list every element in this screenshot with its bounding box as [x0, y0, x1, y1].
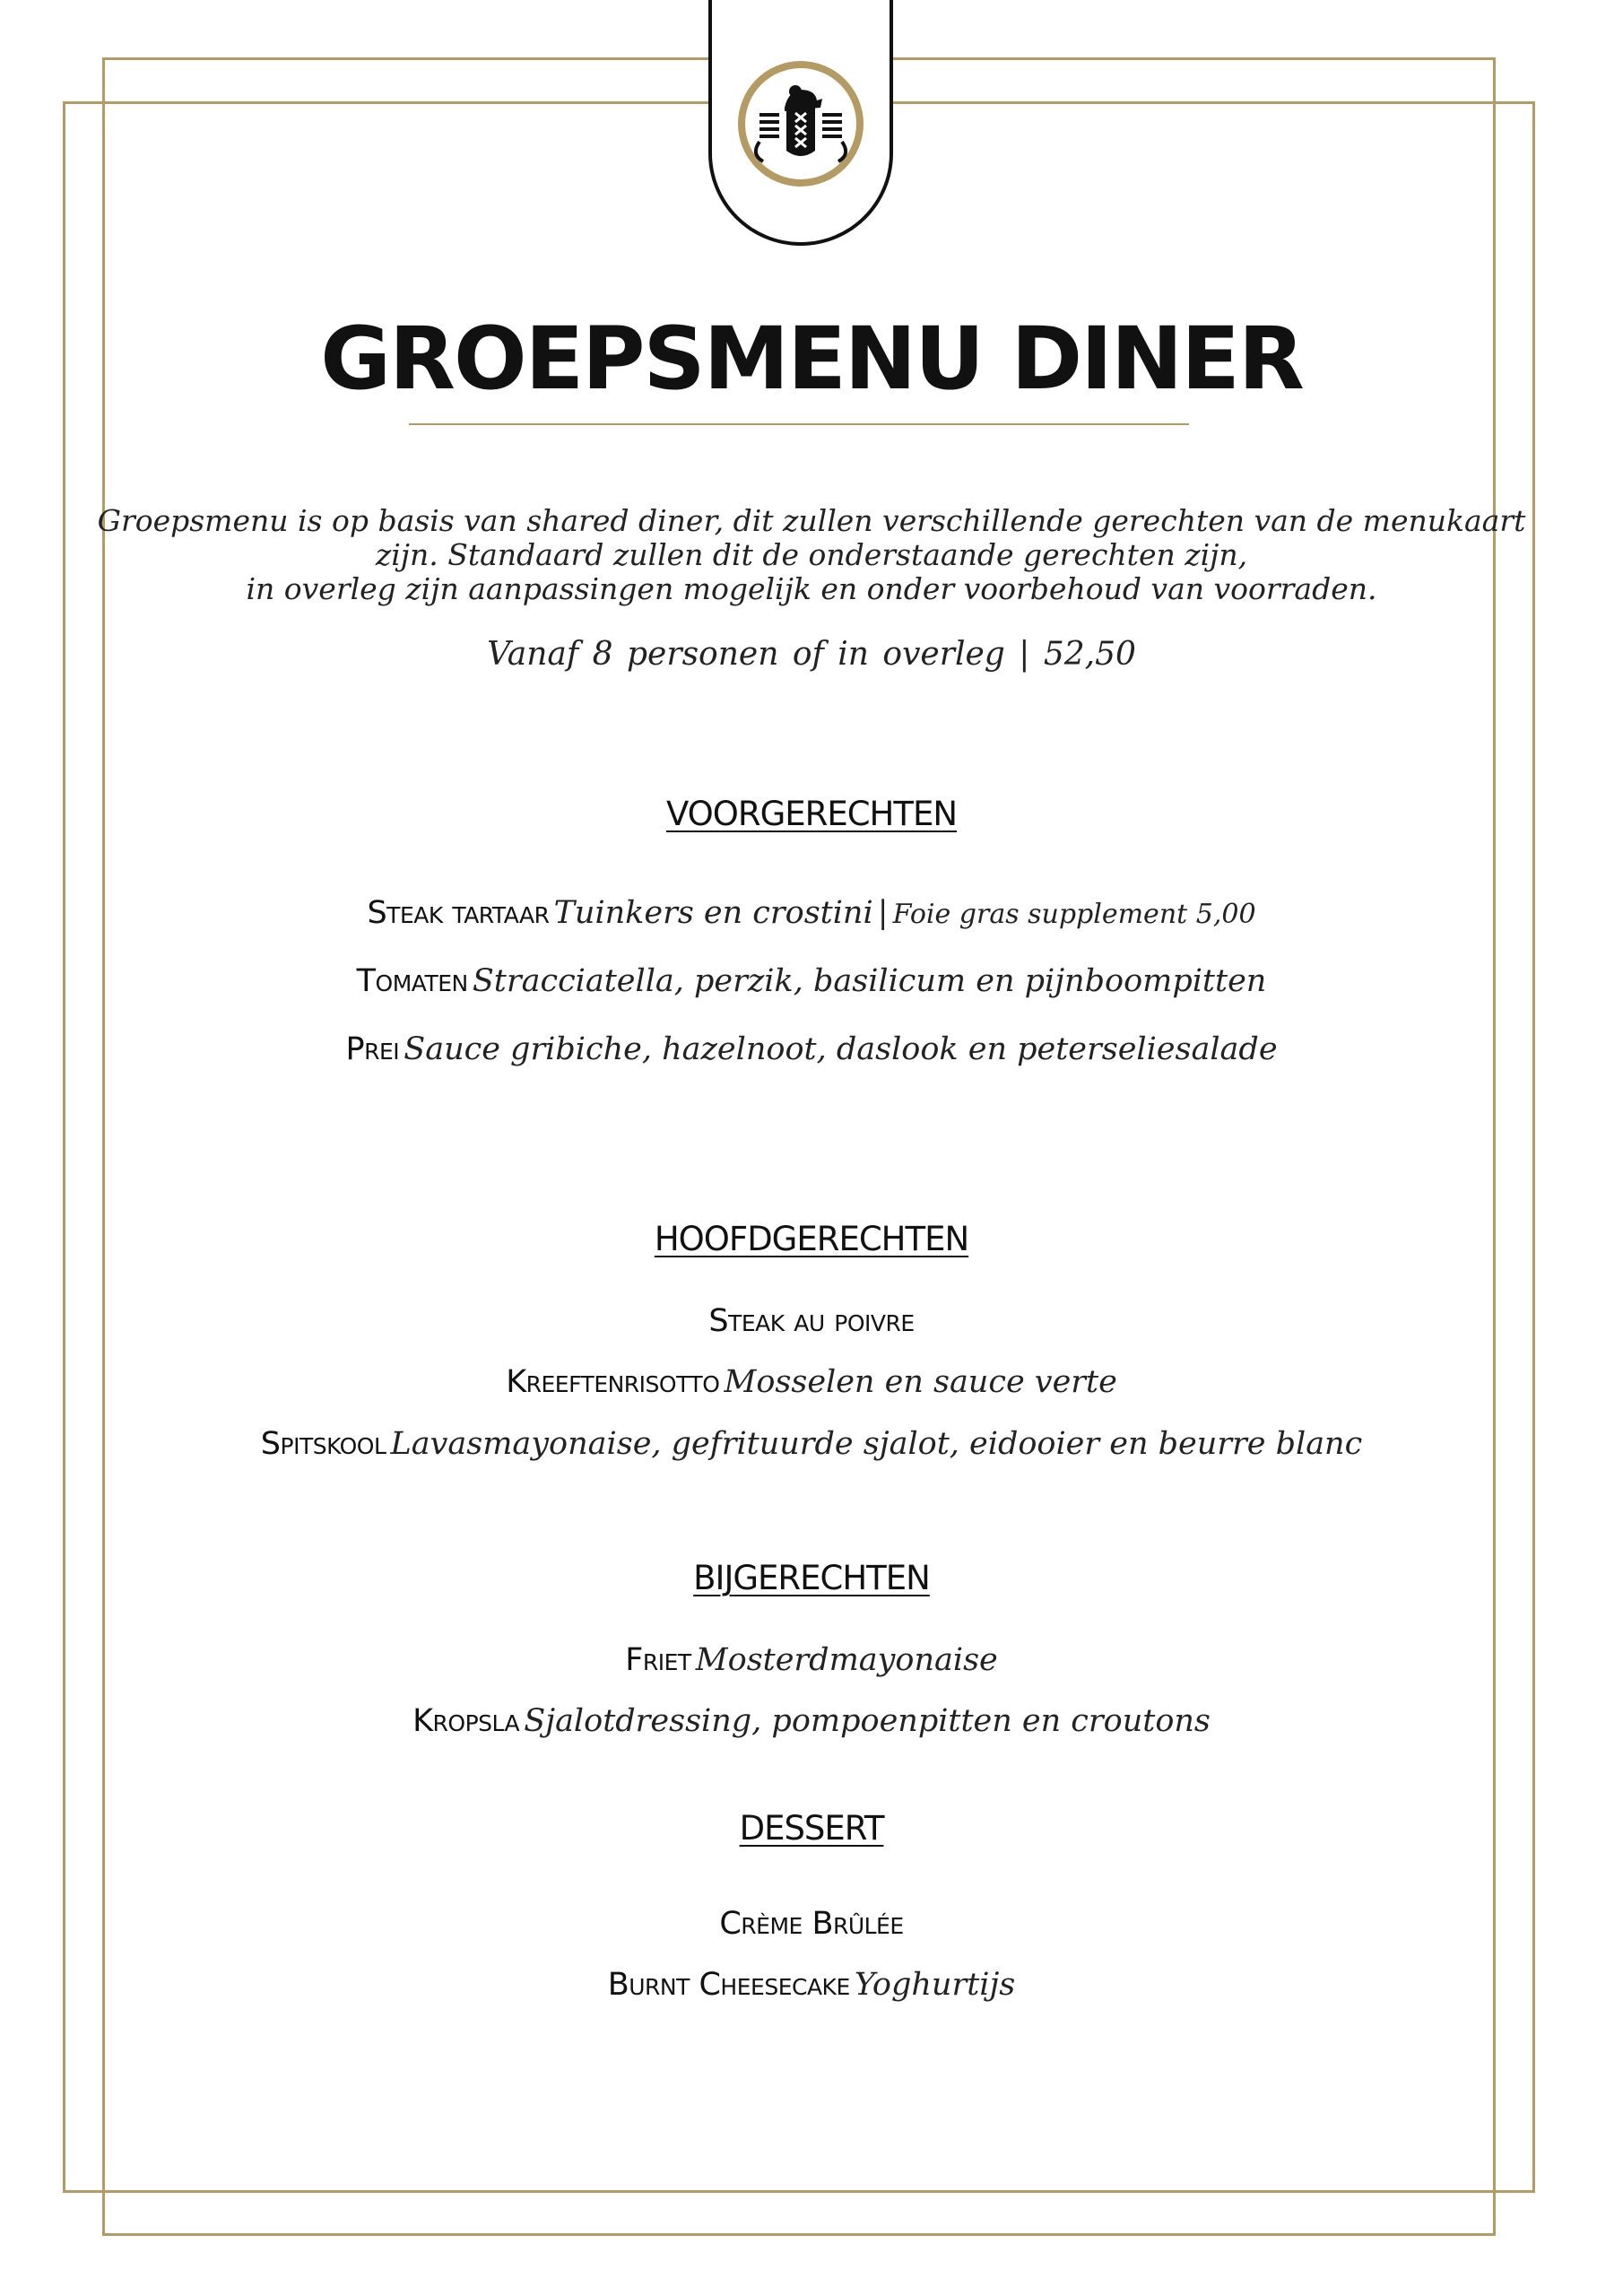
section-heading-hoofdgerechten: HOOFDGERECHTEN	[654, 1220, 969, 1258]
dish-name: Tomaten	[356, 963, 468, 999]
dish-description: Mosterdmayonaise	[695, 1642, 998, 1678]
amsterdam-crest-icon	[733, 56, 869, 192]
dish-description: Mosselen en sauce verte	[724, 1364, 1117, 1400]
menu-item	[0, 1700, 1623, 1747]
dish-description: Sjalotdressing, pompoenpitten en croutons	[524, 1703, 1211, 1739]
price-line: Vanaf 8 personen of in overleg | 52,50	[487, 636, 1136, 673]
dish-name: Kreeftenrisotto	[506, 1364, 720, 1400]
dish-separator: |	[877, 895, 889, 931]
dish-name: Burnt Cheesecake	[607, 1967, 850, 2003]
section-heading-voorgerechten: VOORGERECHTEN	[665, 795, 958, 833]
dish-name: Steak tartaar	[367, 895, 550, 931]
dish-name: Steak au poivre	[708, 1303, 915, 1339]
logo-badge	[708, 0, 893, 246]
menu-item	[0, 1300, 1623, 1347]
page-title: GROEPSMENU DINER	[320, 309, 1303, 409]
menu-item	[0, 1361, 1623, 1408]
section-heading-bijgerechten: BIJGERECHTEN	[693, 1559, 930, 1597]
dish-description: Tuinkers en crostini	[553, 895, 873, 931]
menu-item	[0, 1964, 1623, 2011]
menu-item	[0, 1029, 1623, 1075]
section-heading-dessert: DESSERT	[739, 1809, 884, 1848]
dish-description: Yoghurtijs	[854, 1967, 1016, 2003]
dish-name: Prei	[345, 1031, 400, 1067]
intro-text	[0, 504, 1623, 606]
intro-line: in overleg zijn aanpassingen mogelijk en onder voorbehoud van voorraden.	[246, 571, 1377, 606]
dish-description: Lavasmayonaise, gefrituurde sjalot, eidooier en beurre blanc	[390, 1426, 1363, 1462]
menu-item	[0, 1639, 1623, 1686]
title-divider	[409, 423, 1189, 425]
dish-supplement: Foie gras supplement 5,00	[892, 899, 1256, 930]
dish-name: Kropsla	[412, 1703, 520, 1739]
dish-description: Sauce gribiche, hazelnoot, daslook en peterseliesalade	[404, 1031, 1278, 1067]
menu-item	[0, 1423, 1623, 1470]
intro-line: zijn. Standaard zullen dit de onderstaande gerechten zijn,	[375, 537, 1248, 572]
menu-item	[0, 1903, 1623, 1950]
menu-item	[0, 892, 1623, 939]
dish-name: Friet	[625, 1642, 691, 1678]
dish-name: Spitskool	[260, 1426, 386, 1462]
dish-description: Stracciatella, perzik, basilicum en pijnboompitten	[472, 963, 1267, 999]
menu-item	[0, 961, 1623, 1007]
intro-line: Groepsmenu is op basis van shared diner, dit zullen verschillende gerechten van de menukaart	[97, 503, 1526, 538]
dish-name: Crème Brûlée	[719, 1906, 904, 1942]
